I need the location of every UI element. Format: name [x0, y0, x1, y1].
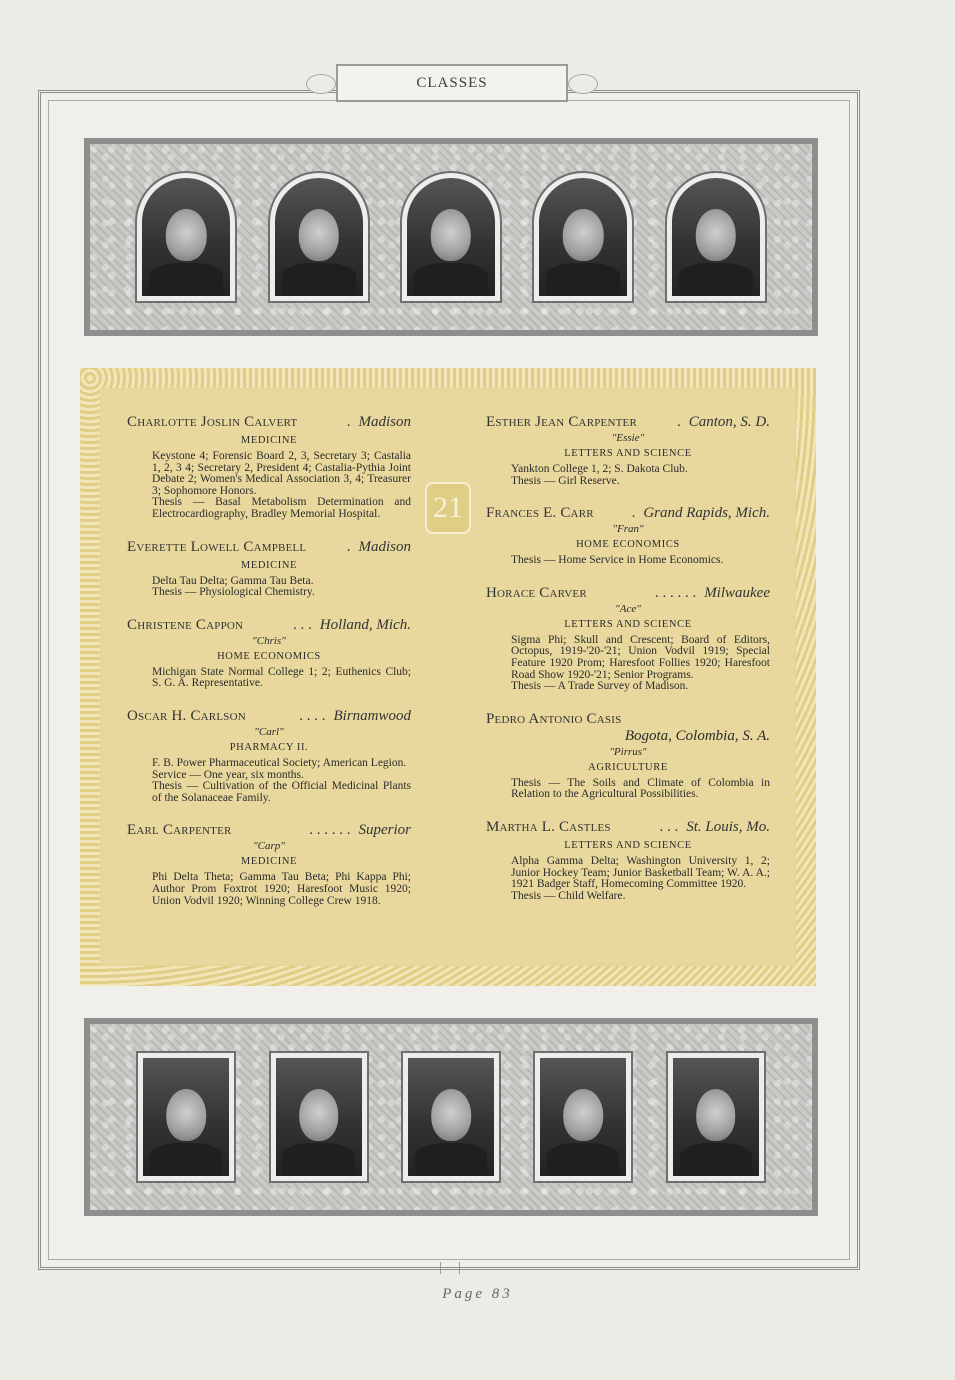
portrait-photo [534, 173, 632, 301]
leader-dots: . . . [659, 818, 679, 835]
activities-description [486, 555, 770, 567]
student-name: Oscar H. Carlson [127, 707, 246, 724]
page-number: Page 83 [442, 1286, 513, 1302]
description-line: Thesis — Cultivation of the Official Medicinal Plants of the Solanaceae Family. [152, 780, 411, 804]
hometown: Bogota, Colombia, S. A. [624, 727, 770, 744]
description-line: Phi Delta Theta; Gamma Tau Beta; Phi Kappa Phi; Author Prom Foxtrot 1920; Haresfoot Music 1920; Union Vodvil 1920; Winning College Crew 1918. [152, 871, 411, 907]
description-line: Delta Tau Delta; Gamma Tau Beta. [152, 574, 314, 587]
leader-dots: . . . . . . [654, 584, 697, 601]
activities-description [127, 758, 411, 804]
biography-entry [486, 585, 770, 693]
name-line [486, 711, 770, 728]
biography-entry [127, 708, 411, 804]
portrait-photo [271, 1053, 367, 1181]
hometown: Birnamwood [333, 707, 411, 724]
student-name: Frances E. Carr [486, 505, 594, 522]
biography-entry [127, 414, 411, 521]
leader-dots: . . . . [299, 707, 326, 724]
portrait-photo [138, 1053, 234, 1181]
portrait-photo [137, 173, 235, 301]
left-biography-column [127, 414, 411, 925]
activities-description [486, 856, 770, 902]
description-line: Thesis — Child Welfare. [511, 889, 626, 902]
bottom-ornament [440, 1262, 460, 1274]
nickname: "Chris" [252, 634, 286, 647]
department: MEDICINE [240, 435, 298, 446]
hometown: Holland, Mich. [319, 616, 411, 633]
portrait-photo [403, 1053, 499, 1181]
leader-dots: . [346, 538, 351, 555]
activities-description [127, 451, 411, 521]
activities-description [486, 464, 770, 487]
portrait-photo [402, 173, 500, 301]
leader-dots: . [676, 414, 681, 430]
hometown: Madison [358, 414, 411, 430]
student-name: Martha L. Castles [486, 818, 611, 835]
nickname: "Ace" [615, 602, 641, 615]
right-biography-column [486, 414, 770, 920]
hometown: Milwaukee [704, 584, 770, 601]
department: HOME ECONOMICS [217, 650, 321, 662]
activities-description [486, 635, 770, 693]
name-line [127, 617, 411, 634]
name-line [127, 414, 411, 431]
bottom-photo-band [84, 1018, 818, 1216]
description-line: Thesis — Home Service in Home Economics. [511, 554, 724, 567]
hometown: St. Louis, Mo. [686, 818, 770, 835]
class-year-badge: 21 [425, 482, 471, 534]
description-line: Michigan State Normal College 1; 2; Euthenics Club; S. G. A. Representative. [152, 665, 411, 690]
hometown: Canton, S. D. [688, 414, 770, 430]
nickname: "Carl" [254, 725, 284, 738]
department: HOME ECONOMICS [576, 539, 680, 551]
description-line: Thesis — The Soils and Climate of Colombia in Relation to the Agricultural Possibilities. [511, 776, 770, 801]
department: MEDICINE [240, 559, 298, 571]
hometown: Madison [358, 538, 411, 555]
nickname: "Pirrus" [609, 745, 647, 758]
biography-entry [486, 414, 770, 487]
department: LETTERS AND SCIENCE [564, 618, 692, 630]
department: AGRICULTURE [588, 761, 668, 773]
department: LETTERS AND SCIENCE [564, 448, 692, 459]
leader-dots: . [631, 505, 636, 522]
description-line: Thesis — Girl Reserve. [511, 474, 620, 487]
name-line [127, 708, 411, 725]
description-line: Thesis — A Trade Survey of Madison. [511, 680, 689, 693]
top-photo-band [84, 138, 818, 336]
description-line: Thesis — Basal Metabolism Determination and Electrocardiography, Bradley Memorial Hospital. [152, 496, 411, 520]
biography-entry [486, 505, 770, 567]
student-name: Charlotte Joslin Calvert [127, 414, 298, 430]
student-name: Horace Carver [486, 584, 587, 601]
portrait-photo [535, 1053, 631, 1181]
section-header-plate [336, 64, 568, 102]
department: PHARMACY II. [229, 741, 309, 753]
leader-dots: . . . . . . [309, 822, 351, 839]
biography-entry [486, 819, 770, 902]
description-line: F. B. Power Pharmaceutical Society; American Legion. [152, 756, 407, 769]
activities-description [486, 778, 770, 801]
leader-dots: . . . [293, 616, 312, 633]
description-line: Thesis — Physiological Chemistry. [152, 586, 315, 599]
description-line: Yankton College 1, 2; S. Dakota Club. [511, 463, 688, 475]
nickname: "Fran" [612, 523, 644, 536]
name-line [486, 414, 770, 431]
biography-entry [127, 822, 411, 907]
section-title: CLASSES [416, 74, 488, 91]
activities-description [127, 872, 411, 907]
name-line [486, 585, 770, 602]
student-name: Esther Jean Carpenter [486, 414, 637, 430]
hometown: Superior [358, 822, 411, 839]
activities-description [127, 667, 411, 690]
biography-entry [127, 617, 411, 690]
name-line [127, 539, 411, 556]
student-name: Christene Cappon [127, 616, 244, 633]
hometown: Grand Rapids, Mich. [643, 505, 770, 522]
nickname: "Essie" [611, 432, 645, 444]
name-line [127, 822, 411, 839]
department: LETTERS AND SCIENCE [564, 839, 692, 851]
portrait-photo [270, 173, 368, 301]
biography-entry [486, 711, 770, 801]
student-name: Pedro Antonio Casis [486, 710, 622, 727]
portrait-photo [668, 1053, 764, 1181]
description-line: Sigma Phi; Skull and Crescent; Board of Editors, Octopus, 1919-'20-'21; Union Vodvil 1919; Special Feature 1920 Prom; Haresfoot Follies 1920; Haresfoot Road Show 1920-'21; Senior Programs. [511, 633, 770, 681]
name-line [486, 505, 770, 522]
activities-description [127, 576, 411, 599]
department: MEDICINE [240, 856, 298, 868]
student-name: Earl Carpenter [127, 822, 232, 839]
description-line: Keystone 4; Forensic Board 2, 3, Secretary 3; Castalia 1, 2, 3 4; Secretary 2, President 4; Castalia-Pythia Joint Debate 2; Women's Medical Association 3, 4; Treasurer 3; Sophomore Honors. [152, 450, 411, 497]
biography-entry [127, 539, 411, 599]
nickname: "Carp" [253, 840, 285, 853]
name-line [486, 819, 770, 836]
student-name: Everette Lowell Campbell [127, 538, 307, 555]
description-line: Service — One year, six months. [152, 768, 304, 781]
description-line: Alpha Gamma Delta; Washington University 1, 2; Junior Hockey Team; Junior Basketball Team; W. A. A.; 1921 Badger Staff, Homecoming Committee 1920. [511, 854, 770, 891]
portrait-photo [667, 173, 765, 301]
leader-dots: . [346, 414, 351, 430]
